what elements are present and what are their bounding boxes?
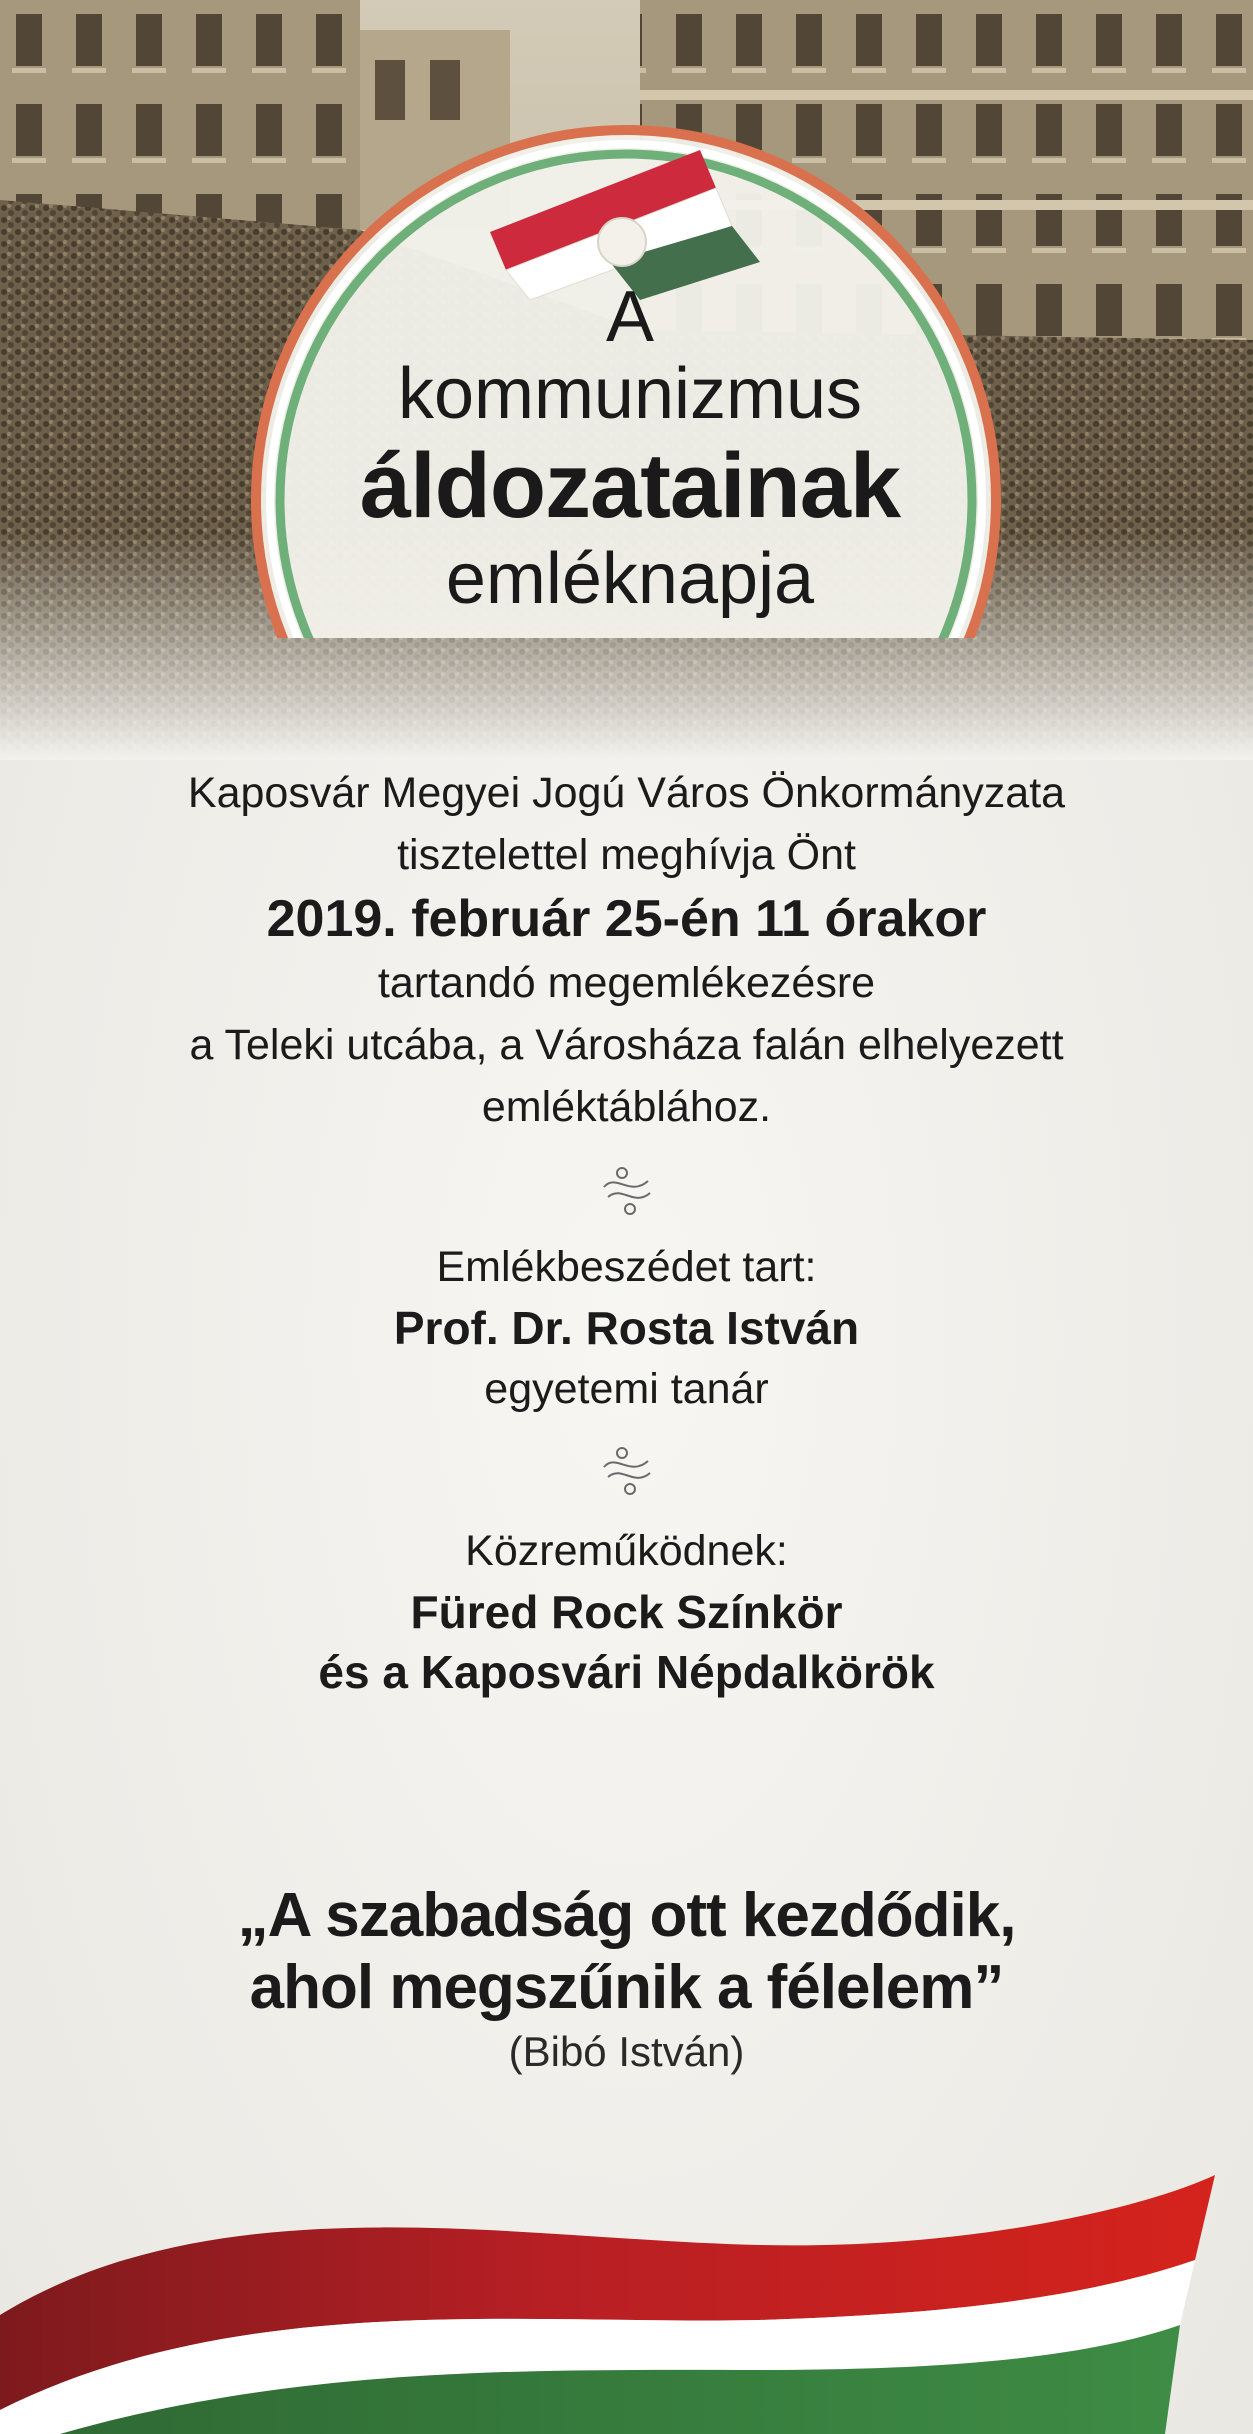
title-line-4: emléknapja [445,539,815,619]
quote-line-2: ahol megszűnik a félelem” [249,1953,1004,2022]
title-line-2: kommunizmus [397,354,863,434]
invitation-line-1: Kaposvár Megyei Jogú Város Önkormányzata [187,769,1066,817]
invitation-line-4: a Teleki utcába, a Városháza falán elhelyezett [189,1021,1064,1069]
flourish-ornament-icon [596,1443,658,1499]
invitation-block [60,762,1193,1138]
invitation-line-5: emléktáblához. [481,1083,772,1131]
title-line-3: áldozatainak [359,435,901,537]
quote-line-1: „A szabadság ott kezdődik, [237,1881,1016,1950]
speaker-role: egyetemi tanár [484,1365,769,1413]
speaker-name: Prof. Dr. Rosta István [393,1302,860,1354]
performers-line-2: és a Kaposvári Népdalkörök [318,1646,935,1698]
title-line-1: A [605,277,655,357]
performers-block [60,1520,1193,1702]
quote-block [60,1880,1193,2080]
performers-line-1: Füred Rock Színkör [410,1586,843,1638]
title-block [250,277,1010,620]
invitation-line-3: tartandó megemlékezésre [377,959,876,1007]
performers-label: Közreműködnek: [465,1527,788,1575]
flourish-ornament-icon [596,1163,658,1219]
hungarian-flag-wave [0,2150,1253,2434]
speaker-block [60,1236,1193,1420]
invitation-line-2: tisztelettel meghívja Önt [397,831,856,879]
event-datetime: 2019. február 25-én 11 órakor [266,890,987,948]
quote-author: (Bibó István) [508,2028,745,2075]
speaker-label: Emlékbeszédet tart: [436,1243,817,1291]
